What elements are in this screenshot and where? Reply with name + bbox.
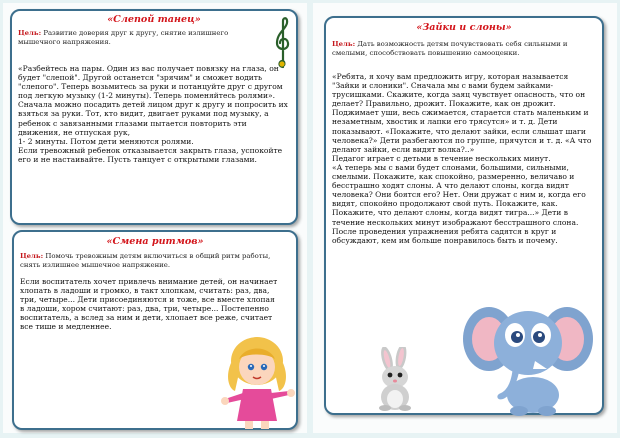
card-body: «Ребята, я хочу вам предложить игру, которая называется "Зайки и слоники". Сначала мы с вами будем зайками-трусишками. Скажите, когда заяц чувствует опасность, что он делает? Правильно, дрожит. Покажите, как он дрожит. Поджимает уши, весь сжимается, старается стать маленьким и незаметным, хвостик и лапки его трясутся» и т. д. Дети показывают. «Покажите, что делают зайки, если слышат шаги человека?» Дети разбегаются по группе, прячутся и т. д. «А что делают зайки, если видят волка?..» Педагог играет с детьми в течение нескольких минут. «А теперь мы с вами будет слонами, большими, сильными, смелыми. Покажите, как спокойно, размеренно, величаво и бесстрашно ходят слоны. А что делают слоны, когда видят человека? Они боятся его? Нет. Они дружат с ним и, когда его видят, спокойно продолжают свой путь. Покажите, как. Покажите, что делают слоны, когда видят тигра...» Дети в течение нескольких минут изображают бесстрашного слона. После проведения упражнения ребята садятся в круг и обсуждают, кем им больше понравилось быть и почему. bbox=[332, 72, 592, 245]
card-body: «Разбейтесь на пары. Один из вас получает повязку на глаза, он будет "слепой". Другой останется "зрячим" и сможет водить "слепого". Теперь возьмитесь за руки и потанцуйте друг с другом под легкую музыку (1-2 минуты). Теперь поменяйтесь ролями». Сначала можно посадить детей лицом друг к другу и попросить их взяться за руки. Тот, кто видит, двигает руками под музыку, а ребенок с завязанными глазами пытается повторить эти движения, не отпуская рук, 1- 2 минуты. Потом дети меняются ролями. Если тревожный ребенок отказывается закрыть глаза, успокойте его и не настаивайте. Пусть танцует с открытыми глазами. bbox=[18, 64, 288, 164]
card-body: Если воспитатель хочет привлечь внимание детей, он начинает хлопать в ладоши и громко, в такт хлопкам, считать: раз, два, три, четыре... Дети присоединяются и тоже, все вместе хлопая в ладоши, хором считают: раз, два, три, четыре... Постепенно воспитатель, а вслед за ним и дети, хлопает все реже, считает все тише и медленнее. bbox=[20, 277, 278, 332]
goal-text: Помочь тревожным детям включиться в общий ритм работы, снять излишнее мышечное напряжение. bbox=[20, 252, 271, 269]
goal-label: Цель: bbox=[332, 40, 356, 48]
card-title: «Смена ритмов» bbox=[106, 236, 204, 247]
goal-label: Цель: bbox=[18, 29, 42, 37]
elephant-illustration bbox=[463, 299, 593, 417]
rabbit-illustration bbox=[373, 347, 419, 411]
treble-clef-icon bbox=[274, 15, 292, 71]
card-goal bbox=[332, 40, 594, 57]
goal-text: Дать возможность детям почувствовать себя сильными и смелыми, способствовать повышению самооценки. bbox=[332, 40, 568, 57]
goal-text: Развитие доверия друг к другу, снятие излишнего мышечного напряжения. bbox=[18, 29, 229, 46]
card-title: «Слепой танец» bbox=[107, 14, 201, 25]
card-goal bbox=[18, 29, 266, 46]
card-blind-dance bbox=[10, 9, 298, 225]
left-page bbox=[3, 3, 307, 433]
girl-illustration bbox=[217, 333, 299, 429]
goal-label: Цель: bbox=[20, 252, 44, 260]
right-page bbox=[313, 3, 617, 433]
card-title: «Зайки и слоны» bbox=[416, 22, 512, 33]
card-goal bbox=[20, 252, 286, 269]
